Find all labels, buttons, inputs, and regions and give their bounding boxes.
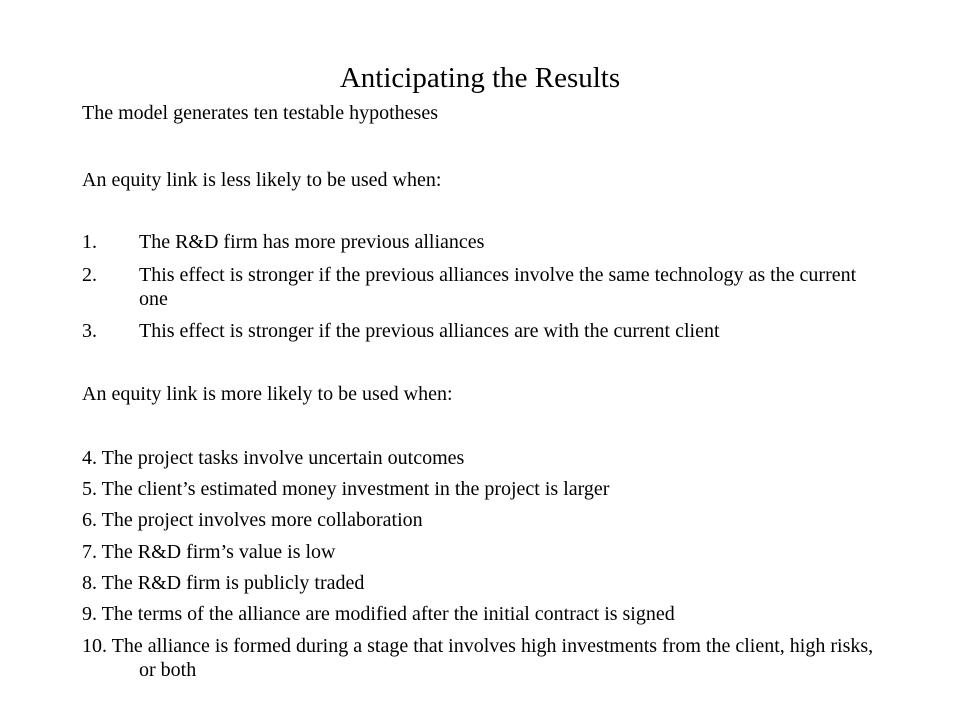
hypothesis-1 (82, 230, 882, 254)
hypothesis-text: This effect is stronger if the previous alliances involve the same technology as the current one (139, 264, 857, 310)
hypothesis-6: 6. The project involves more collaboration (82, 509, 423, 531)
hypothesis-text: The R&D firm has more previous alliances (139, 231, 485, 253)
hypothesis-number: 3. (82, 320, 97, 342)
hypothesis-text: This effect is stronger if the previous alliances are with the current client (139, 320, 720, 342)
hypothesis-7: 7. The R&D firm’s value is low (82, 541, 336, 563)
hypothesis-5: 5. The client’s estimated money investment in the project is larger (82, 478, 610, 500)
hypothesis-2 (82, 263, 882, 311)
less-likely-heading: An equity link is less likely to be used when: (82, 169, 442, 191)
slide-title: Anticipating the Results (339, 62, 621, 94)
more-likely-heading: An equity link is more likely to be used when: (82, 383, 453, 405)
hypothesis-number: 2. (82, 264, 97, 286)
hypothesis-9: 9. The terms of the alliance are modified after the initial contract is signed (82, 603, 675, 625)
hypothesis-number: 1. (82, 231, 97, 253)
hypothesis-4: 4. The project tasks involve uncertain outcomes (82, 447, 465, 469)
intro-text: The model generates ten testable hypotheses (82, 102, 438, 124)
hypothesis-8: 8. The R&D firm is publicly traded (82, 572, 365, 594)
hypothesis-3 (82, 319, 882, 343)
hypothesis-10: 10. The alliance is formed during a stage that involves high investments from the client, high risks, or both (82, 635, 874, 681)
